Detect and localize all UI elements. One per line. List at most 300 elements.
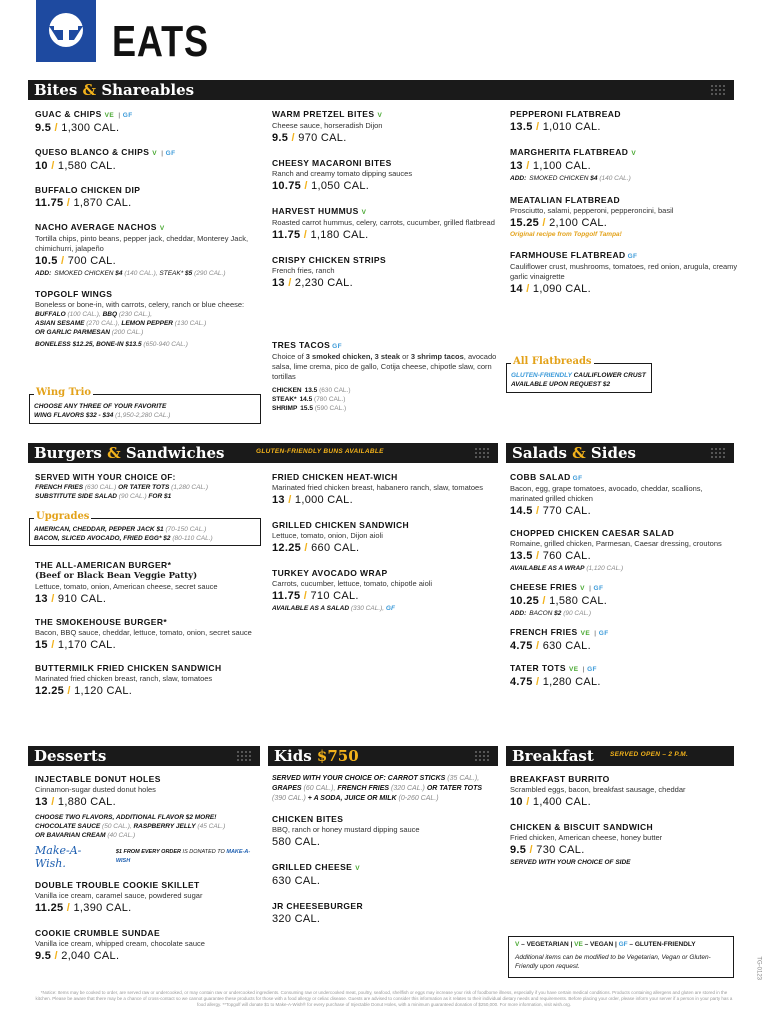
item-name: WARM PRETZEL BITES [272,109,375,119]
kids-price: $750 [316,747,359,765]
add-text: SMOKED CHICKEN [54,270,116,277]
price-slash: / [63,197,74,209]
menu-item [510,109,738,135]
item-desc: Vanilla ice cream, whipped cream, chocolate sauce [35,939,205,948]
price-line [510,795,738,810]
desc-part: or [400,352,411,361]
donut-choc-cal: (50 CAL.), [100,823,134,830]
disclaimer: *Notice: Items may be cooked to order, are served raw or undercooked, or may contain raw or undercooked ingredients. Consuming raw or undercooked meat, poultry, seafood, shellfish or eggs may increase your risk of foodborne illness, especially if you have certain medical conditions. Products containing allergens and gluten are stored in the kitchen. Please be aware that there may be a chance of cross-contact so we cannot guarantee these products for those with a food allergy or celiac disease. Guests are advised to consider this information as it relates to their individual dietary needs and requirements. Before placing your order, please inform your server if a person in your party has a food allergy. **Topgolf will donate $1 to Make-A-Wish® for every purchase of Injectable Donut Holes, with a minimum guaranteed donation of $250,000. For more information, visit wish.org. [35,990,733,1007]
menu-item [35,185,260,211]
item-name: QUESO BLANCO & CHIPS [35,147,150,157]
kids-served-c: (35 CAL.), [445,775,480,782]
item-price: 10.25 [510,595,540,607]
golf-ball-logo-icon [36,0,96,62]
taco-cal: (630 CAL.) [317,387,351,394]
item-desc: Scrambled eggs, bacon, breakfast sausage, cheddar [510,785,686,794]
gf-tag: GF [593,585,604,592]
v-tag: V [631,150,637,157]
price-line [272,493,497,508]
v-tag: V [361,209,367,216]
menu-item [510,250,738,297]
price-line [272,874,497,889]
item-desc: Marinated fried chicken breast, ranch, slaw, tomatoes [35,674,213,683]
legend-ve: VE [574,941,583,948]
wing-pricing [35,340,260,349]
item-cal: 630 CAL. [272,875,321,887]
price-slash: / [47,639,58,651]
price-slash: / [47,160,58,172]
taco-label: STEAK* [272,396,297,403]
item-name-row [35,289,260,300]
taco-price: 14.5 [299,396,313,403]
price-slash: / [532,640,543,652]
legend-v-text: – VEGETARIAN | [519,941,575,948]
item-name-row [510,822,738,833]
item-name: TOPGOLF WINGS [35,289,113,299]
menu-item [510,663,738,690]
price-line [272,541,497,556]
legend-note: Additional items can be modified to be Vegetarian, Vegan or Gluten-Friendly upon request. [515,954,711,970]
item-desc: Tortilla chips, pinto beans, pepper jack, cheddar, Monterey Jack, chimichurri, jalapeño [35,234,249,253]
desc-part: , avocado salsa, lime crema, pico de gallo, Cotija cheese, chipotle slaw, corn tortillas [272,352,497,381]
legend-gf: GF [618,941,628,948]
price-slash: / [63,902,74,914]
flatbread-price: $2 [602,381,611,388]
ve-tag: VE [580,630,591,637]
flavor-cal: (270 CAL.), [84,320,122,327]
add-cal: (90 CAL.) [561,610,592,617]
donut-bav: OR BAVARIAN CREAM [35,832,106,839]
item-desc: BBQ, ranch or honey mustard dipping sauce [272,825,420,834]
upgrade-bacon: BACON, SLICED AVOCADO, FRIED EGG* [34,535,164,542]
price-line [35,121,260,136]
add-price: $4 [590,175,598,182]
gf-tag: GF [332,343,342,350]
menu-item [510,627,738,654]
gf-tag: GF [572,475,583,482]
maw-text-c: MAKE-A-WISH [115,849,251,864]
menu-item [510,582,738,618]
served-salad: SUBSTITUTE SIDE SALAD [35,493,117,500]
v-tag: V [580,585,585,592]
bites-column-2 [272,109,497,303]
item-price: 11.75 [35,197,64,209]
avail-text: AVAILABLE AS A SALAD [272,605,350,612]
item-desc: Cauliflower crust, mushrooms, tomatoes, red onion, arugula, creamy garlic vinaigrette [510,262,738,281]
served-fries-cal: (630 CAL.) [83,484,119,491]
item-desc: Prosciutto, salami, pepperoni, pepperoncini, basil [510,206,674,215]
pricing: BONELESS [35,341,73,348]
taco-cal: (780 CAL.) [312,396,346,403]
wing-trio-box [29,387,261,424]
pricing: $12.25 [72,341,93,348]
menu-item [510,147,738,183]
item-price: 13 [510,160,523,172]
v-tag: V [355,865,360,872]
item-desc: Carrots, cucumber, lettuce, tomato, chipotle aioli [272,579,433,588]
add-price: $4 [115,270,123,277]
item-name-row [272,814,497,825]
item-desc: Romaine, grilled chicken, Parmesan, Caesar dressing, croutons [510,539,722,548]
item-name-row [35,663,263,674]
flavor: BUFFALO [35,311,66,318]
tag-separator: | [116,112,123,119]
item-name: BUFFALO CHICKEN DIP [35,185,141,195]
wing-trio-line2: WING FLAVORS [34,412,86,419]
price-slash: / [539,217,550,229]
item-desc: Boneless or bone-in, with carrots, celery, ranch or blue cheese: [35,300,245,309]
item-cal: 1,000 CAL. [294,494,353,506]
item-name-row [272,901,497,912]
price-line [510,120,738,135]
section-title: Bites [34,81,78,99]
item-price: 12.25 [35,685,65,697]
price-slash: / [64,685,75,697]
item-price: 13 [35,593,48,605]
served-price: $1 [163,493,172,500]
item-name: DOUBLE TROUBLE COOKIE SKILLET [35,880,200,890]
menu-item [272,206,497,243]
price-slash: / [284,277,295,289]
donut-choc: CHOCOLATE SAUCE [35,823,101,830]
menu-item [35,560,263,607]
price-slash: / [526,844,537,856]
flavor-cal: (200 CAL.) [110,329,144,336]
burgers-column-2 [272,472,497,625]
section-title: Kids [274,747,312,765]
taco-options [272,386,497,413]
wing-trio-line1: CHOOSE ANY THREE OF YOUR FAVORITE [34,403,167,410]
item-name-row [272,158,497,169]
menu-item [35,617,263,653]
item-name-row [35,222,260,234]
item-name-row [510,528,738,539]
v-tag: V [152,150,158,157]
item-name: TRES TACOS [272,340,331,350]
ampersand: & [82,81,97,99]
item-cal: 1,120 CAL. [74,685,133,697]
section-title: Burgers [34,444,102,462]
all-flatbreads-title: All Flatbreads [513,356,592,367]
section-title-b: Shareables [101,81,195,99]
price-line [510,159,738,174]
bites-section-header [28,80,734,100]
section-title-b: Sandwiches [125,444,225,462]
item-price: 9.5 [35,122,52,134]
wing-flavors-1 [35,310,260,319]
ampersand: & [107,444,121,462]
item-cal: 1,880 CAL. [57,796,116,808]
item-name-row [510,147,738,159]
dots-icon [710,84,726,96]
section-title: Desserts [34,747,107,765]
taco-price: 15.5 [300,405,313,412]
taco-label: SHRIMP [272,405,298,412]
price-line [35,684,263,699]
availability [510,564,738,573]
menu-item [510,822,738,867]
dietary-legend [508,936,734,978]
add-cal: (140 CAL.), [122,270,160,277]
price-slash: / [288,132,299,144]
item-price: 10.75 [272,180,302,192]
item-name: NACHO AVERAGE NACHOS [35,222,157,232]
item-name: THE SMOKEHOUSE BURGER* [35,617,168,627]
gf-tag: GF [598,630,609,637]
item-cal: 710 CAL. [310,590,359,602]
price-slash: / [47,796,58,808]
item-price: 4.75 [510,676,533,688]
item-cal: 2,040 CAL. [61,950,120,962]
price-line [510,594,738,609]
item-cal: 770 CAL. [542,505,591,517]
item-price: 11.75 [272,590,301,602]
item-desc: Roasted carrot hummus, celery, carrots, cucumber, grilled flatbread [272,218,495,227]
upgrade-cheese-price: $1 [156,526,164,533]
item-name: THE ALL-AMERICAN BURGER* [35,560,172,570]
item-name-row [510,627,738,639]
add-on-line [510,174,738,183]
menu-item [510,774,738,810]
item-name: PEPPERONI FLATBREAD [510,109,621,119]
gf-tag: GF [627,253,638,260]
taco-cal: (590 CAL.) [312,405,347,412]
kids-items [272,814,497,927]
item-name-row [510,109,738,120]
served-tots: OR TATER TOTS [118,484,170,491]
item-name-row [35,109,260,121]
item-name: FRENCH FRIES [510,627,578,637]
item-desc: Lettuce, tomato, onion, American cheese, secret sauce [35,582,218,591]
maw-text-a: $1 FROM EVERY ORDER [115,849,182,855]
item-name: GUAC & CHIPS [35,109,102,119]
item-cal: 1,100 CAL. [532,160,591,172]
item-price: 13 [272,277,285,289]
ampersand: & [572,444,586,462]
item-name-row [510,195,738,206]
item-price: 13.5 [510,550,533,562]
kids-column [272,774,497,939]
item-name: BUTTERMILK FRIED CHICKEN SANDWICH [35,663,222,673]
item-cal: 630 CAL. [542,640,591,652]
item-name-row [510,472,738,484]
price-line [35,638,263,653]
item-cal: 1,180 CAL. [310,229,369,241]
served-for: FOR [148,493,164,500]
gluten-friendly-note: GLUTEN-FRIENDLY BUNS AVAILABLE [256,448,384,455]
item-subtitle: (Beef or Black Bean Veggie Patty) [35,571,198,581]
price-line [510,675,738,690]
menu-item [272,901,497,927]
menu-item [272,568,497,613]
item-cal: 1,390 CAL. [73,902,132,914]
price-slash: / [532,550,543,562]
flavor: BBQ [102,311,118,318]
topgolf-logo [36,0,96,62]
bites-column-3 [510,109,738,309]
item-name-row [510,663,738,675]
price-line [272,912,497,927]
item-price: 15 [35,639,48,651]
wing-flavors-2 [35,319,260,328]
price-slash: / [301,180,312,192]
item-name-row [272,206,497,218]
item-cal: 760 CAL. [542,550,591,562]
menu-item [510,195,738,238]
taco-label: CHICKEN [272,387,302,394]
item-name: GRILLED CHEESE [272,862,353,872]
item-name-row [35,560,263,571]
ve-tag: VE [568,666,579,673]
item-cal: 1,090 CAL. [532,283,591,295]
legend-gf-text: – GLUTEN-FRIENDLY [627,941,696,948]
item-price: 15.25 [510,217,540,229]
v-tag: V [159,225,165,232]
desc-part: Choice of [272,352,306,361]
item-price: 13 [272,494,285,506]
add-label: ADD: [510,610,527,617]
item-name-row [272,109,497,121]
kids-served-h: OR TATER TOTS [426,785,483,792]
item-name-row [35,185,260,196]
item-price: 10 [35,160,48,172]
v-tag: V [377,112,383,119]
price-line [510,216,738,231]
gf-tag: GF [587,666,597,673]
wing-flavors-3 [35,328,260,337]
price-slash: / [301,542,312,554]
item-desc: Marinated fried chicken breast, habanero ranch, slaw, tomatoes [272,483,483,492]
kids-served-f: FRENCH FRIES [337,785,390,792]
item-price: 12.25 [272,542,302,554]
kids-served-j: + A SODA, JUICE OR MILK [307,795,397,802]
item-cal: 1,050 CAL. [311,180,370,192]
menu-item [35,289,260,349]
upgrade-bacon-price: $2 [163,535,171,542]
add-cal: (290 CAL.) [192,270,226,277]
burgers-column-1 [35,560,263,709]
gf-tag: GF [122,112,133,119]
legend-ve-text: – VEGAN | [582,941,619,948]
price-line [35,159,260,174]
item-cal: 1,870 CAL. [73,197,132,209]
item-price: 10 [510,796,523,808]
item-name: INJECTABLE DONUT HOLES [35,774,161,784]
donut-rasp: RASPBERRY JELLY [133,823,196,830]
kids-served-b: CARROT STICKS [387,775,446,782]
price-slash: / [51,122,62,134]
price-line [510,282,738,297]
item-name: MEATALIAN FLATBREAD [510,195,621,205]
tres-tacos [272,340,497,413]
item-name-row [272,568,497,579]
price-line [510,549,738,564]
tag-separator: | [159,150,166,157]
item-cal: 2,230 CAL. [294,277,353,289]
wing-trio-title: Wing Trio [36,387,92,398]
price-slash: / [539,595,550,607]
price-line [510,843,738,858]
price-line [35,254,260,269]
avail-text: AVAILABLE AS A WRAP [510,565,585,572]
item-price: 13.5 [510,121,533,133]
item-name: GRILLED CHICKEN SANDWICH [272,520,410,530]
item-desc: Bacon, egg, grape tomatoes, avocado, cheddar, scallions, marinated grilled chicken [510,484,703,503]
menu-item [272,109,497,146]
price-slash: / [300,229,311,241]
item-price: 4.75 [510,640,533,652]
salads-section-header [506,443,734,463]
item-desc: Lettuce, tomato, onion, Dijon aioli [272,531,383,540]
item-cal: 660 CAL. [311,542,360,554]
desserts-column [35,774,263,976]
served-with: SERVED WITH YOUR CHOICE OF SIDE [510,859,631,866]
add-price: $5 [185,270,193,277]
item-desc: Ranch and creamy tomato dipping sauces [272,169,413,178]
item-name: HARVEST HUMMUS [272,206,359,216]
price-line [272,835,497,850]
add-on-line [35,269,260,278]
menu-item [272,255,497,291]
salads-column [510,472,738,699]
pricing: , BONE-IN [92,341,126,348]
menu-item [35,222,260,278]
tag-separator: | [586,585,594,592]
price-line [510,639,738,654]
section-title-b: Sides [590,444,636,462]
item-desc: Cheese sauce, horseradish Dijon [272,121,383,130]
item-name: BREAKFAST BURRITO [510,774,610,784]
section-title: Breakfast [512,747,594,765]
item-cal: 910 CAL. [57,593,107,605]
kids-served-k: (0-260 CAL.) [396,795,439,802]
menu-item [272,862,497,889]
price-slash: / [522,283,533,295]
item-price: 9.5 [510,844,527,856]
item-note: Original recipe from Topgolf Tampa! [510,231,622,238]
item-cal: 1,400 CAL. [532,796,591,808]
desc-bold: 3 shrimp tacos [410,352,464,361]
make-a-wish-row [35,844,263,870]
dots-icon [710,447,726,459]
upgrade-bacon-cal: (80-110 CAL.) [170,535,213,542]
item-name: COBB SALAD [510,472,571,482]
taco-price: 13.5 [304,387,318,394]
wing-trio-price: $32 - $34 [85,412,114,419]
all-flatbreads-box [506,356,652,393]
item-name-row [272,472,497,483]
item-name: CHICKEN BITES [272,814,344,824]
page-title: EATS [112,17,209,66]
kids-served-g: (320 CAL.) [389,785,427,792]
donut-rasp-cal: (45 CAL.) [195,823,226,830]
breakfast-section-header [506,746,734,766]
menu-item [510,472,738,519]
price-slash: / [522,796,533,808]
upgrades-title: Upgrades [36,511,90,522]
flavor: OR GARLIC PARMESAN [35,329,110,336]
breakfast-column [510,774,738,879]
price-line [272,276,497,291]
price-line [35,592,263,607]
menu-item [35,109,260,136]
item-name: FRIED CHICKEN HEAT-WICH [272,472,398,482]
menu-item [272,520,497,556]
price-slash: / [284,494,295,506]
item-name-row [272,862,497,874]
kids-served [272,774,497,804]
item-cal: 580 CAL. [272,836,321,848]
